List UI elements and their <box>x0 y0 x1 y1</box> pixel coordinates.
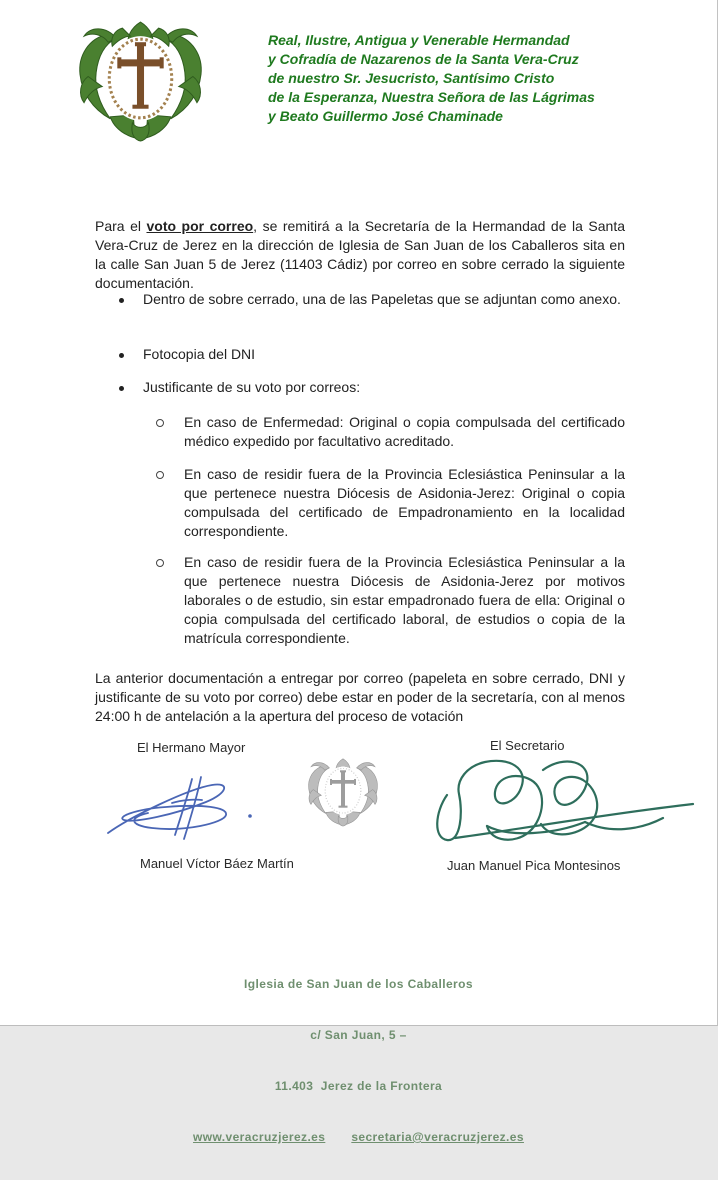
sub-bullet-item: En caso de residir fuera de la Provincia Eclesiástica Peninsular a la que pertenece nuestra Diócesis de Asidonia-Jerez: Original o copia compulsada del certificado de Empadronamiento en la localidad correspondiente. <box>184 466 625 539</box>
intro-paragraph <box>95 217 625 293</box>
footer-church-line: Iglesia de San Juan de los Caballeros <box>244 977 473 991</box>
intro-prefix: Para el <box>95 218 147 234</box>
org-title <box>268 31 658 126</box>
org-title-line: de la Esperanza, Nuestra Señora de las Lágrimas <box>268 89 595 105</box>
hermano-mayor-name: Manuel Víctor Báez Martín <box>140 856 294 871</box>
secretario-title: El Secretario <box>490 738 565 753</box>
footer-links-line <box>0 1129 717 1146</box>
website-link[interactable]: www.veracruzjerez.es <box>193 1130 326 1144</box>
org-title-line: y Beato Guillermo José Chaminade <box>268 108 503 124</box>
org-title-line: Real, Ilustre, Antigua y Venerable Hermandad <box>268 32 570 48</box>
bullet-item: Fotocopia del DNI <box>143 346 256 362</box>
emblem-watermark-icon <box>303 744 383 838</box>
vote-by-mail-emphasis: voto por correo <box>146 218 254 234</box>
brotherhood-emblem-icon <box>68 16 213 142</box>
intro-rest: , se remitirá a la Secretaría de la Hermandad de la Santa Vera-Cruz de Jerez en la dirección de Iglesia de San Juan de los Caballeros sita en la calle San Juan 5 de Jerez (11403 Cádiz) por correo en sobre cerrado la siguiente documentación. <box>95 218 625 291</box>
secretario-signature <box>425 750 700 858</box>
hermano-mayor-title: El Hermano Mayor <box>137 740 246 755</box>
footer-city-line: 11.403 Jerez de la Frontera <box>274 1079 443 1093</box>
bullet-item: Dentro de sobre cerrado, una de las Papeletas que se adjuntan como anexo. <box>143 291 621 307</box>
sub-bullet-item: En caso de Enfermedad: Original o copia compulsada del certificado médico expedido por facultativo acreditado. <box>184 414 625 449</box>
bullet-icon <box>119 386 124 391</box>
footer-address <box>0 942 717 1180</box>
bullet-item: Justificante de su voto por correos: <box>143 379 361 395</box>
footer-street-line: c/ San Juan, 5 – <box>310 1028 407 1042</box>
secretario-name: Juan Manuel Pica Montesinos <box>447 858 621 873</box>
closing-paragraph: La anterior documentación a entregar por correo (papeleta en sobre cerrado, DNI y justificante de su voto por correo) debe estar en poder de la secretaría, con al menos 24:00 h de antelación a la apertura del proceso de votación <box>95 670 625 724</box>
bullet-icon <box>119 298 124 303</box>
org-title-line: y Cofradía de Nazarenos de la Santa Vera-Cruz <box>268 51 579 67</box>
org-title-line: de nuestro Sr. Jesucristo, Santísimo Cristo <box>268 70 555 86</box>
hermano-mayor-signature <box>100 770 275 850</box>
email-link[interactable]: secretaria@veracruzjerez.es <box>351 1130 524 1144</box>
circle-bullet-icon <box>156 419 164 427</box>
bullet-icon <box>119 353 124 358</box>
circle-bullet-icon <box>156 559 164 567</box>
sub-bullet-item: En caso de residir fuera de la Provincia Eclesiástica Peninsular a la que pertenece nuestra Diócesis de Asidonia-Jerez por motivos laborales o de estudio, sin estar empadronado fuera de ella: Original o copia compulsada del certificado laboral, de estudios o copia de la matrícula correspondiente. <box>184 554 625 646</box>
circle-bullet-icon <box>156 471 164 479</box>
